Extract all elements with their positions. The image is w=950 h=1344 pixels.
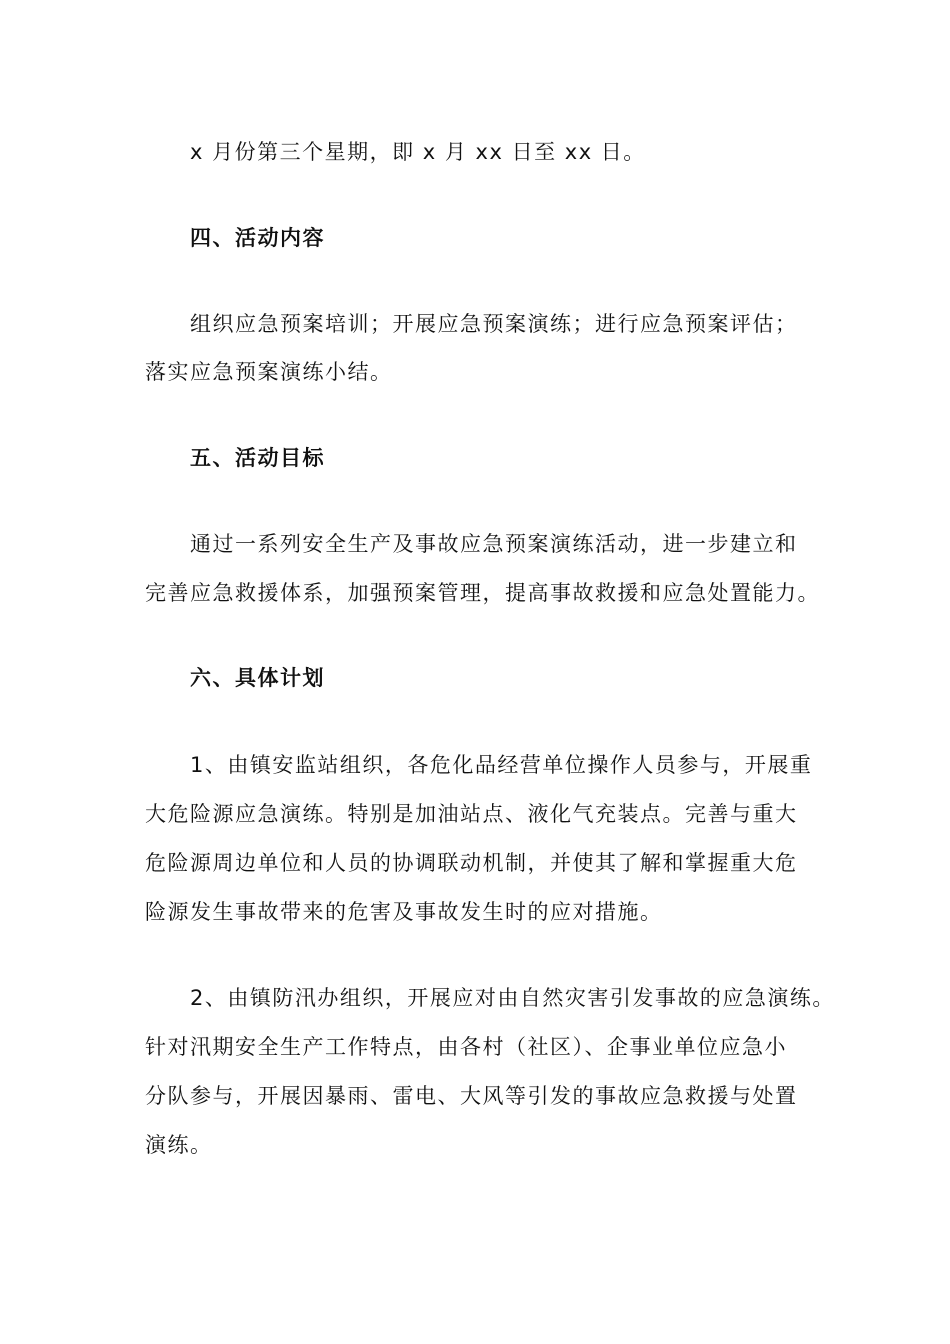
paragraph-line: 通过一系列安全生产及事故应急预案演练活动，进一步建立和 xyxy=(190,532,798,556)
paragraph-line: 危险源周边单位和人员的协调联动机制，并使其了解和掌握重大危 xyxy=(145,851,798,875)
section-heading-activity-goal: 五、活动目标 xyxy=(190,446,325,470)
time-period-text: x 月份第三个星期，即 x 月 xx 日至 xx 日。 xyxy=(190,140,646,164)
paragraph-line: 组织应急预案培训；开展应急预案演练；进行应急预案评估； xyxy=(190,312,798,336)
section-heading-specific-plan: 六、具体计划 xyxy=(190,666,325,690)
paragraph-line: 落实应急预案演练小结。 xyxy=(145,360,393,384)
paragraph-line: 险源发生事故带来的危害及事故发生时的应对措施。 xyxy=(145,900,663,924)
paragraph-line: 针对汛期安全生产工作特点，由各村（社区）、企事业单位应急小 xyxy=(145,1035,787,1059)
paragraph-line: 演练。 xyxy=(145,1133,213,1157)
paragraph-line: 2、由镇防汛办组织，开展应对由自然灾害引发事故的应急演练。 xyxy=(190,986,835,1010)
paragraph-line: 大危险源应急演练。特别是加油站点、液化气充装点。完善与重大 xyxy=(145,802,798,826)
paragraph-line: 完善应急救援体系，加强预案管理，提高事故救援和应急处置能力。 xyxy=(145,581,820,605)
paragraph-line: 分队参与，开展因暴雨、雷电、大风等引发的事故应急救援与处置 xyxy=(145,1084,798,1108)
paragraph-line: 1、由镇安监站组织，各危化品经营单位操作人员参与，开展重 xyxy=(190,753,813,777)
section-heading-activity-content: 四、活动内容 xyxy=(190,226,325,250)
